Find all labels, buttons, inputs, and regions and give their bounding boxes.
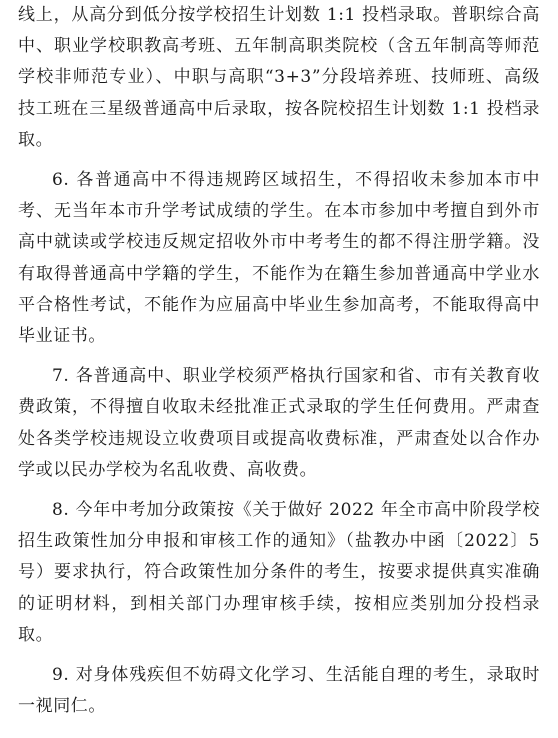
document-page <box>18 0 540 722</box>
paragraph-item-9: 9. 对身体残疾但不妨碍文化学习、生活能自理的考生，录取时一视同仁。 <box>18 665 540 717</box>
paragraph-continuation: 线上，从高分到低分按学校招生计划数 1:1 投档录取。普职综合高中、职业学校职教高考班、五年制高职类院校（含五年制高等师范学校非师范专业）、中职与高职“3+3”分段培养班、技师班、高级技工班在三星级普通高中后录取，按各院校招生计划数 1:1 投档录取。 <box>18 5 540 150</box>
paragraph-item-6: 6. 各普通高中不得违规跨区域招生，不得招收未参加本市中考、无当年本市升学考试成绩的学生。在本市参加中考擅自到外市高中就读或学校违反规定招收外市中考考生的都不得注册学籍。没有取得普通高中学籍的学生，不能作为在籍生参加普通高中学业水平合格性考试，不能作为应届高中毕业生参加高考，不能取得高中毕业证书。 <box>18 170 540 347</box>
paragraph-item-8: 8. 今年中考加分政策按《关于做好 2022 年全市高中阶段学校招生政策性加分申报和审核工作的通知》（盐教办中函〔2022〕5 号）要求执行，符合政策性加分条件的考生，按要求提供真实准确的证明材料，到相关部门办理审核手续，按相应类别加分投档录取。 <box>18 500 540 645</box>
paragraph-item-7: 7. 各普通高中、职业学校须严格执行国家和省、市有关教育收费政策，不得擅自收取未经批准正式录取的学生任何费用。严肃查处各类学校违规设立收费项目或提高收费标准，严肃查处以合作办学或以民办学校为名乱收费、高收费。 <box>18 366 540 480</box>
